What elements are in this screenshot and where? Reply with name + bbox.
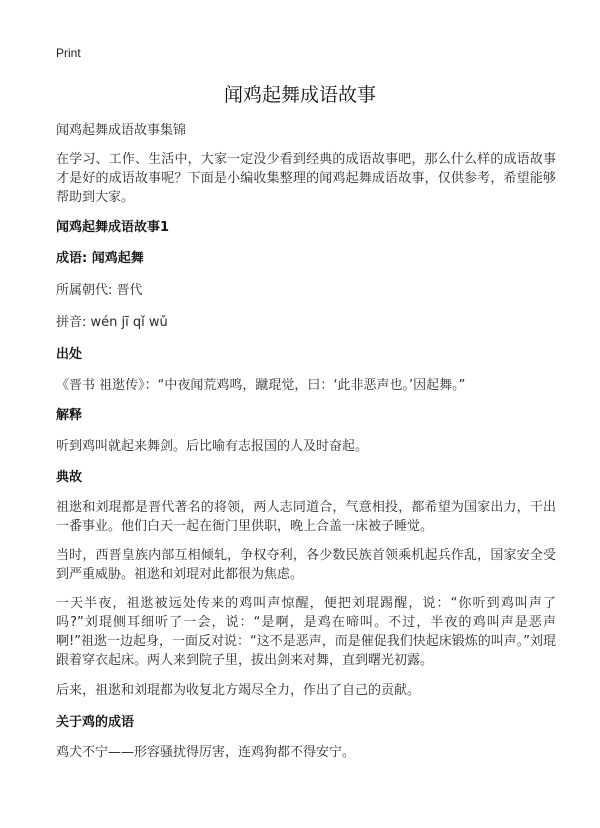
meaning-heading: 解释 (56, 408, 83, 423)
story-paragraph-4: 后来，祖逖和刘琨都为收复北方竭尽全力，作出了自己的贡献。 (56, 683, 421, 698)
dynasty-line: 所属朝代: 晋代 (56, 283, 143, 298)
story-section-heading: 典故 (56, 470, 83, 485)
story-heading: 闻鸡起舞成语故事1 (56, 220, 170, 235)
meaning-text: 听到鸡叫就起来舞剑。后比喻有志报国的人及时奋起。 (56, 439, 369, 454)
related-text: 鸡犬不宁——形容骚扰得厉害，连鸡狗都不得安宁。 (56, 745, 356, 760)
story-paragraph-1: 祖逖和刘琨都是晋代著名的将领，两人志同道合，气意相投，都希望为国家出力，干出一番事业。他们白天一起在衙门里供职，晚上合盖一床被子睡觉。 (56, 500, 556, 534)
source-text: 《晋书 祖逖传》：“中夜闻荒鸡鸣，蹴琨觉，曰：‘此非恶声也。’因起舞。” (56, 378, 466, 393)
page-title: 闻鸡起舞成语故事 (223, 84, 376, 106)
related-heading: 关于鸡的成语 (56, 715, 135, 730)
subtitle: 闻鸡起舞成语故事集锦 (56, 123, 187, 138)
pinyin-line: 拼音: wén jī qǐ wǔ (56, 315, 168, 330)
source-heading: 出处 (56, 347, 83, 362)
story-paragraph-3: 一天半夜，祖逖被远处传来的鸡叫声惊醒，便把刘琨踢醒，说：“你听到鸡叫声了吗?”刘琨侧耳细听了一会，说：“是啊，是鸡在啼叫。不过，半夜的鸡叫声是恶声啊!”祖逖一边起身，一面反对说：“这不是恶声，而是催促我们快起床锻炼的叫声。”刘琨跟着穿衣起床。两人来到院子里，拔出剑来对舞，直到曙光初露。 (56, 596, 556, 668)
print-link[interactable]: Print (56, 46, 81, 60)
idiom-line: 成语: 闻鸡起舞 (56, 251, 144, 266)
story-paragraph-2: 当时，西晋皇族内部互相倾轧，争权夺利，各少数民族首领乘机起兵作乱，国家安全受到严重威胁。祖逖和刘琨对此都很为焦虑。 (56, 548, 556, 582)
intro-paragraph: 在学习、工作、生活中，大家一定没少看到经典的成语故事吧，那么什么样的成语故事才是好的成语故事呢？下面是小编收集整理的闻鸡起舞成语故事，仅供参考，希望能够帮助到大家。 (56, 152, 556, 205)
